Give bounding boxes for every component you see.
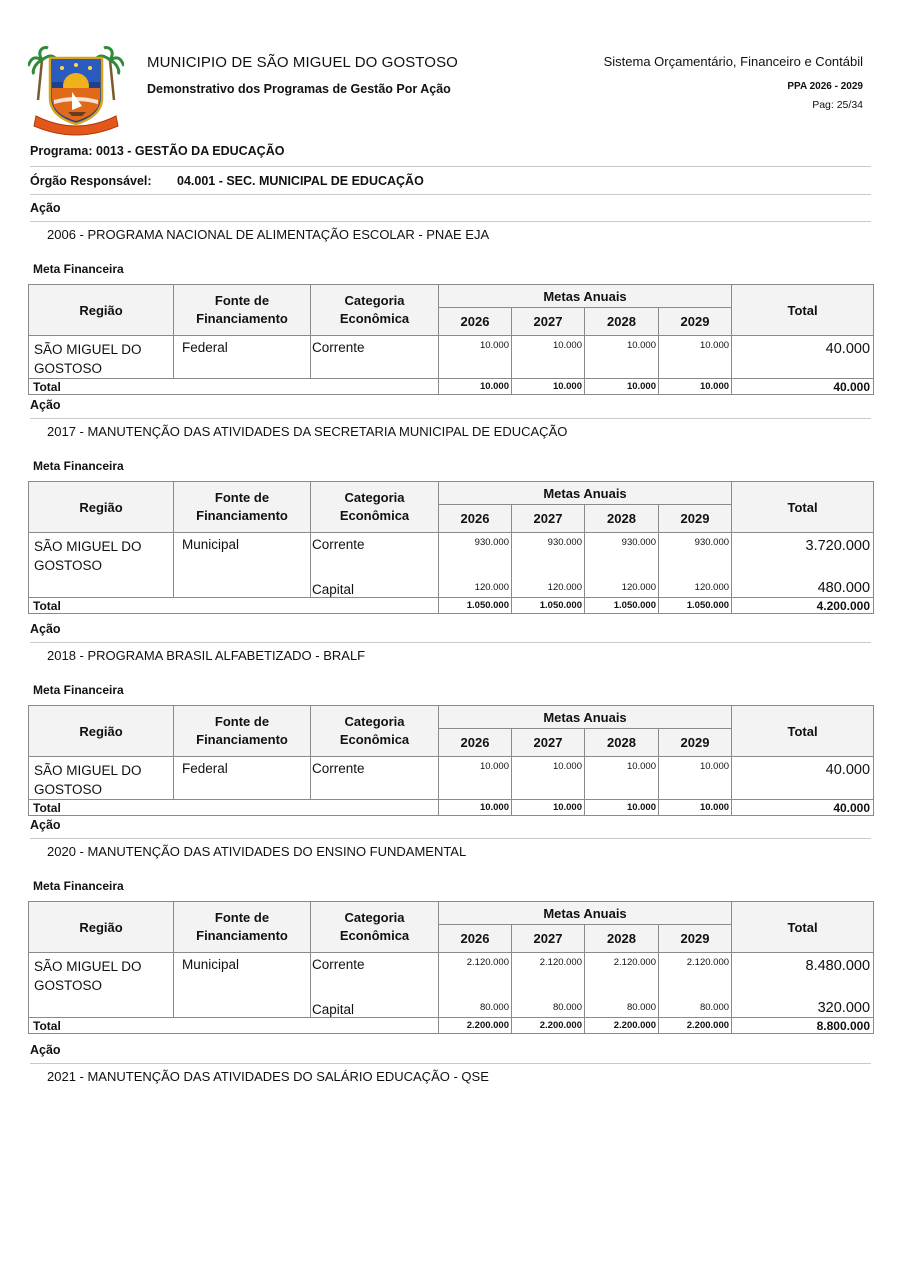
col-header-metas-anuais: Metas Anuais xyxy=(439,285,732,308)
categoria-cell: Corrente xyxy=(311,757,439,800)
year-value-cell: 10.000 xyxy=(585,757,659,800)
municipal-coat-of-arms-logo xyxy=(28,40,124,136)
col-header-fonte: Fonte de Financiamento xyxy=(174,482,311,533)
meta-financeira-label: Meta Financeira xyxy=(33,683,124,697)
divider xyxy=(30,418,871,419)
year-value-cell: 80.000 xyxy=(585,992,659,1018)
col-header-metas-anuais: Metas Anuais xyxy=(439,482,732,505)
total-year-value: 1.050.000 xyxy=(659,598,732,614)
grand-total-value: 40.000 xyxy=(732,379,874,395)
grand-total-value: 8.800.000 xyxy=(732,1018,874,1034)
total-year-value: 2.200.000 xyxy=(512,1018,585,1034)
col-header-year: 2027 xyxy=(512,925,585,953)
col-header-year: 2026 xyxy=(439,925,512,953)
table-row xyxy=(29,533,874,572)
acao-label: Ação xyxy=(30,622,61,636)
total-year-value: 1.050.000 xyxy=(439,598,512,614)
fonte-cell: Federal xyxy=(174,336,311,379)
col-header-fonte: Fonte de Financiamento xyxy=(174,706,311,757)
total-year-value: 2.200.000 xyxy=(439,1018,512,1034)
meta-financeira-table xyxy=(28,901,874,1034)
grand-total-value: 4.200.000 xyxy=(732,598,874,614)
col-header-metas-anuais: Metas Anuais xyxy=(439,902,732,925)
acao-name: 2020 - MANUTENÇÃO DAS ATIVIDADES DO ENSINO FUNDAMENTAL xyxy=(47,844,467,859)
year-value-cell: 10.000 xyxy=(439,757,512,800)
col-header-total: Total xyxy=(732,902,874,953)
total-year-value: 10.000 xyxy=(659,800,732,816)
total-row xyxy=(29,1018,874,1034)
table-row xyxy=(29,953,874,992)
orgao-value: 04.001 - SEC. MUNICIPAL DE EDUCAÇÃO xyxy=(177,174,424,188)
year-value-cell: 930.000 xyxy=(512,533,585,572)
year-value-cell: 2.120.000 xyxy=(585,953,659,992)
total-label: Total xyxy=(29,379,439,395)
col-header-fonte: Fonte de Financiamento xyxy=(174,902,311,953)
col-header-year: 2029 xyxy=(659,505,732,533)
year-value-cell: 120.000 xyxy=(585,572,659,598)
categoria-cell: Corrente xyxy=(311,533,439,572)
fonte-cell: Municipal xyxy=(174,533,311,598)
page-number: Pag: 25/34 xyxy=(812,99,863,111)
orgao-label: Órgão Responsável: xyxy=(30,174,152,188)
col-header-categoria: Categoria Econômica xyxy=(311,902,439,953)
acao-name: 2021 - MANUTENÇÃO DAS ATIVIDADES DO SALÁRIO EDUCAÇÃO - QSE xyxy=(47,1069,489,1084)
col-header-year: 2027 xyxy=(512,729,585,757)
divider xyxy=(30,838,871,839)
col-header-categoria: Categoria Econômica xyxy=(311,482,439,533)
system-name: Sistema Orçamentário, Financeiro e Contábil xyxy=(603,54,863,69)
total-row xyxy=(29,598,874,614)
year-value-cell: 120.000 xyxy=(659,572,732,598)
total-row xyxy=(29,800,874,816)
total-year-value: 10.000 xyxy=(659,379,732,395)
categoria-cell: Capital xyxy=(311,572,439,598)
programa-title: Programa: 0013 - GESTÃO DA EDUCAÇÃO xyxy=(30,144,285,158)
municipality-name: MUNICIPIO DE SÃO MIGUEL DO GOSTOSO xyxy=(147,54,458,71)
total-label: Total xyxy=(29,800,439,816)
year-value-cell: 10.000 xyxy=(585,336,659,379)
meta-financeira-label: Meta Financeira xyxy=(33,262,124,276)
row-total-cell: 320.000 xyxy=(732,992,874,1018)
year-value-cell: 10.000 xyxy=(439,336,512,379)
meta-financeira-table xyxy=(28,481,874,614)
col-header-year: 2026 xyxy=(439,729,512,757)
col-header-total: Total xyxy=(732,285,874,336)
col-header-year: 2029 xyxy=(659,925,732,953)
row-total-cell: 40.000 xyxy=(732,336,874,379)
acao-name: 2006 - PROGRAMA NACIONAL DE ALIMENTAÇÃO ESCOLAR - PNAE EJA xyxy=(47,227,490,242)
total-label: Total xyxy=(29,1018,439,1034)
year-value-cell: 80.000 xyxy=(439,992,512,1018)
divider xyxy=(30,1063,871,1064)
col-header-year: 2027 xyxy=(512,308,585,336)
grand-total-value: 40.000 xyxy=(732,800,874,816)
col-header-year: 2028 xyxy=(585,729,659,757)
total-year-value: 2.200.000 xyxy=(585,1018,659,1034)
categoria-cell: Capital xyxy=(311,992,439,1018)
divider xyxy=(30,221,871,222)
col-header-year: 2027 xyxy=(512,505,585,533)
table-row xyxy=(29,336,874,379)
col-header-total: Total xyxy=(732,482,874,533)
region-cell: SÃO MIGUEL DO GOSTOSO xyxy=(29,757,174,800)
year-value-cell: 80.000 xyxy=(512,992,585,1018)
col-header-year: 2029 xyxy=(659,308,732,336)
col-header-year: 2028 xyxy=(585,505,659,533)
total-label: Total xyxy=(29,598,439,614)
year-value-cell: 10.000 xyxy=(659,757,732,800)
year-value-cell: 2.120.000 xyxy=(439,953,512,992)
total-year-value: 1.050.000 xyxy=(585,598,659,614)
col-header-categoria: Categoria Econômica xyxy=(311,706,439,757)
region-cell: SÃO MIGUEL DO GOSTOSO xyxy=(29,336,174,379)
acao-label: Ação xyxy=(30,818,61,832)
row-total-cell: 3.720.000 xyxy=(732,533,874,572)
col-header-regiao: Região xyxy=(29,902,174,953)
acao-label: Ação xyxy=(30,201,61,215)
meta-financeira-table xyxy=(28,284,874,395)
col-header-fonte: Fonte de Financiamento xyxy=(174,285,311,336)
col-header-year: 2029 xyxy=(659,729,732,757)
total-year-value: 10.000 xyxy=(585,379,659,395)
row-total-cell: 480.000 xyxy=(732,572,874,598)
col-header-year: 2026 xyxy=(439,505,512,533)
col-header-regiao: Região xyxy=(29,706,174,757)
table-row xyxy=(29,757,874,800)
fonte-cell: Municipal xyxy=(174,953,311,1018)
year-value-cell: 80.000 xyxy=(659,992,732,1018)
row-total-cell: 8.480.000 xyxy=(732,953,874,992)
region-cell: SÃO MIGUEL DO GOSTOSO xyxy=(29,953,174,1018)
total-year-value: 10.000 xyxy=(585,800,659,816)
total-year-value: 1.050.000 xyxy=(512,598,585,614)
report-title: Demonstrativo dos Programas de Gestão Por Ação xyxy=(147,82,451,96)
region-cell: SÃO MIGUEL DO GOSTOSO xyxy=(29,533,174,598)
ppa-period: PPA 2026 - 2029 xyxy=(787,81,863,92)
col-header-categoria: Categoria Econômica xyxy=(311,285,439,336)
year-value-cell: 930.000 xyxy=(585,533,659,572)
total-year-value: 10.000 xyxy=(439,800,512,816)
col-header-regiao: Região xyxy=(29,285,174,336)
row-total-cell: 40.000 xyxy=(732,757,874,800)
year-value-cell: 2.120.000 xyxy=(659,953,732,992)
meta-financeira-label: Meta Financeira xyxy=(33,459,124,473)
year-value-cell: 930.000 xyxy=(439,533,512,572)
col-header-regiao: Região xyxy=(29,482,174,533)
divider xyxy=(30,166,871,167)
col-header-total: Total xyxy=(732,706,874,757)
year-value-cell: 120.000 xyxy=(439,572,512,598)
year-value-cell: 10.000 xyxy=(512,336,585,379)
acao-name: 2017 - MANUTENÇÃO DAS ATIVIDADES DA SECRETARIA MUNICIPAL DE EDUCAÇÃO xyxy=(47,424,568,439)
total-year-value: 2.200.000 xyxy=(659,1018,732,1034)
divider xyxy=(30,194,871,195)
year-value-cell: 120.000 xyxy=(512,572,585,598)
year-value-cell: 10.000 xyxy=(659,336,732,379)
acao-name: 2018 - PROGRAMA BRASIL ALFABETIZADO - BRALF xyxy=(47,648,366,663)
meta-financeira-label: Meta Financeira xyxy=(33,879,124,893)
meta-financeira-table xyxy=(28,705,874,816)
acao-label: Ação xyxy=(30,1043,61,1057)
year-value-cell: 10.000 xyxy=(512,757,585,800)
year-value-cell: 930.000 xyxy=(659,533,732,572)
col-header-year: 2028 xyxy=(585,308,659,336)
categoria-cell: Corrente xyxy=(311,336,439,379)
acao-label: Ação xyxy=(30,398,61,412)
total-year-value: 10.000 xyxy=(512,379,585,395)
divider xyxy=(30,642,871,643)
total-year-value: 10.000 xyxy=(512,800,585,816)
total-year-value: 10.000 xyxy=(439,379,512,395)
col-header-year: 2028 xyxy=(585,925,659,953)
year-value-cell: 2.120.000 xyxy=(512,953,585,992)
categoria-cell: Corrente xyxy=(311,953,439,992)
col-header-metas-anuais: Metas Anuais xyxy=(439,706,732,729)
total-row xyxy=(29,379,874,395)
col-header-year: 2026 xyxy=(439,308,512,336)
fonte-cell: Federal xyxy=(174,757,311,800)
